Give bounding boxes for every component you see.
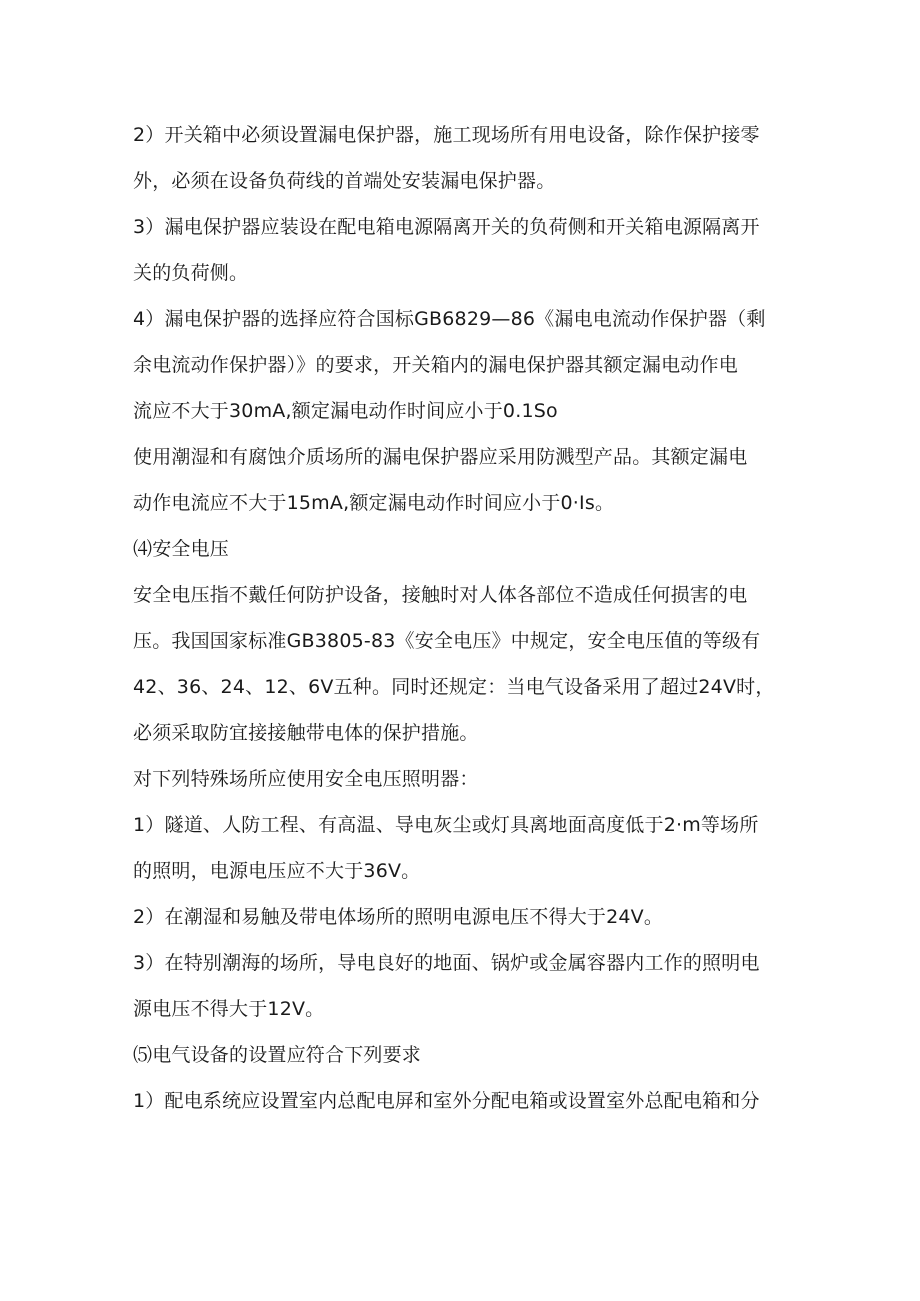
text-line: 2）在潮湿和易触及带电体场所的照明电源电压不得大于24V。 [133, 906, 664, 928]
text-line: 余电流动作保护器）》的要求，开关箱内的漏电保护器其额定漏电动作电 [133, 354, 738, 376]
text-line: 的照明，电源电压应不大于36V。 [133, 860, 421, 882]
text-line: 源电压不得大于12V。 [133, 998, 325, 1020]
text-line: 4）漏电保护器的选择应符合国标GB6829—86《漏电电流动作保护器（剩 [133, 308, 766, 330]
text-line: 流应不大于30mA,额定漏电动作时间应小于0.1So [133, 400, 558, 422]
text-line: 使用潮湿和有腐蚀介质场所的漏电保护器应采用防溅型产品。其额定漏电 [133, 446, 748, 468]
text-line: 2）开关箱中必须设置漏电保护器，施工现场所有用电设备，除作保护接零 [133, 124, 760, 146]
text-line: 3）漏电保护器应装设在配电箱电源隔离开关的负荷侧和开关箱电源隔离开 [133, 216, 760, 238]
text-line: 安全电压指不戴任何防护设备，接触时对人体各部位不造成任何损害的电 [133, 584, 748, 606]
text-line: 压。我国国家标准GB3805-83《安全电压》中规定，安全电压值的等级有 [133, 630, 761, 652]
text-line: 1）隧道、人防工程、有高温、导电灰尘或灯具离地面高度低于2·m等场所 [133, 814, 759, 836]
text-line: 1）配电系统应设置室内总配电屏和室外分配电箱或设置室外总配电箱和分 [133, 1090, 760, 1112]
text-line: 外，必须在设备负荷线的首端处安装漏电保护器。 [133, 170, 556, 192]
section-heading: ⑷安全电压 [133, 538, 230, 560]
text-line: 必须采取防宜接接触带电体的保护措施。 [133, 722, 479, 744]
text-line: 动作电流应不大于15mA,额定漏电动作时间应小于0·Is。 [133, 492, 615, 514]
section-heading: ⑸电气设备的设置应符合下列要求 [133, 1044, 422, 1066]
text-line: 关的负荷侧。 [133, 262, 249, 284]
text-line: 42、36、24、12、6V五种。同时还规定：当电气设备采用了超过24V时， [133, 676, 775, 698]
document-body [133, 112, 793, 1124]
text-line: 对下列特殊场所应使用安全电压照明器： [133, 768, 479, 790]
text-line: 3）在特别潮海的场所，导电良好的地面、锅炉或金属容器内工作的照明电 [133, 952, 760, 974]
